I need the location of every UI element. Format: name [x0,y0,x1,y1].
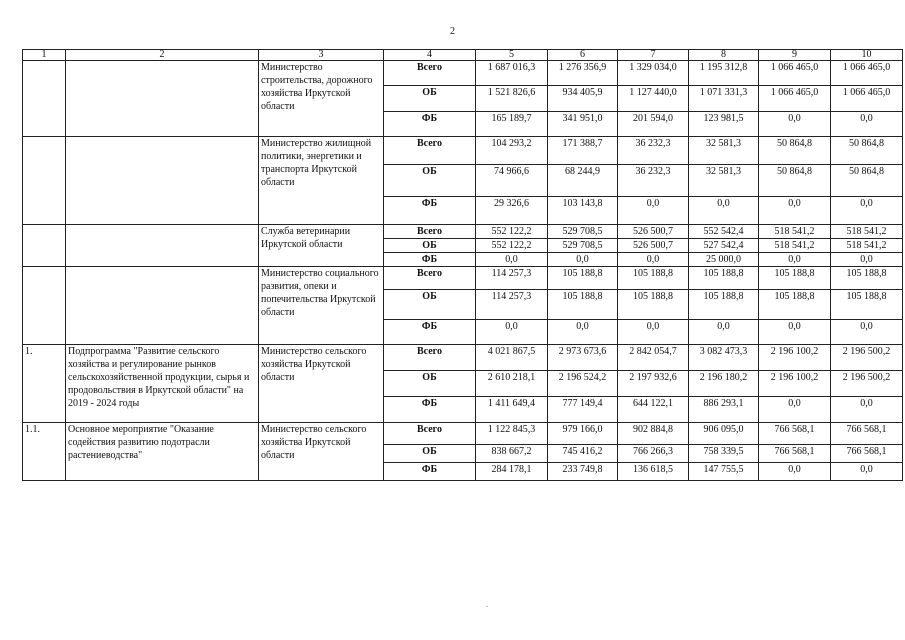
amount-cell: 1 066 465,0 [831,86,903,112]
amount-cell: 766 568,1 [759,423,831,445]
amount-cell: 0,0 [759,197,831,225]
funding-source-cell: ФБ [384,463,476,481]
program-name-cell [66,267,259,345]
amount-cell: 526 500,7 [618,239,689,253]
amount-cell: 1 066 465,0 [831,61,903,86]
executor-cell: Министерство сельского хозяйства Иркутской области [259,345,384,423]
amount-cell: 104 293,2 [476,137,548,165]
amount-cell: 105 188,8 [831,267,903,290]
amount-cell: 1 066 465,0 [759,86,831,112]
program-name-cell: Подпрограмма "Развитие сельского хозяйства и регулирование рынков сельскохозяйственной продукции, сырья и продовольствия в Иркутской области" на 2019 - 2024 годы [66,345,259,423]
amount-cell: 284 178,1 [476,463,548,481]
amount-cell: 2 196 500,2 [831,345,903,371]
amount-cell: 2 842 054,7 [618,345,689,371]
amount-cell: 50 864,8 [759,137,831,165]
amount-cell: 2 197 932,6 [618,371,689,397]
amount-cell: 4 021 867,5 [476,345,548,371]
amount-cell: 114 257,3 [476,267,548,290]
amount-cell: 0,0 [476,253,548,267]
amount-cell: 518 541,2 [759,239,831,253]
funding-source-cell: ОБ [384,371,476,397]
funding-source-cell: ОБ [384,290,476,320]
amount-cell: 766 568,1 [831,445,903,463]
amount-cell: 0,0 [618,253,689,267]
funding-source-cell: ОБ [384,239,476,253]
amount-cell: 136 618,5 [618,463,689,481]
column-number: 2 [66,50,259,61]
table-row [23,267,903,290]
amount-cell: 0,0 [548,253,618,267]
executor-cell: Министерство жилищной политики, энергетики и транспорта Иркутской области [259,137,384,225]
amount-cell: 105 188,8 [759,290,831,320]
amount-cell: 105 188,8 [759,267,831,290]
amount-cell: 527 542,4 [689,239,759,253]
amount-cell: 552 122,2 [476,225,548,239]
amount-cell: 0,0 [476,320,548,345]
amount-cell: 123 981,5 [689,112,759,137]
funding-source-cell: ОБ [384,165,476,197]
funding-source-cell: ФБ [384,397,476,423]
amount-cell: 934 405,9 [548,86,618,112]
executor-cell: Служба ветеринарии Иркутской области [259,225,384,267]
amount-cell: 29 326,6 [476,197,548,225]
amount-cell: 25 000,0 [689,253,759,267]
amount-cell: 103 143,8 [548,197,618,225]
amount-cell: 1 071 331,3 [689,86,759,112]
amount-cell: 1 122 845,3 [476,423,548,445]
amount-cell: 50 864,8 [831,137,903,165]
program-name-cell [66,61,259,137]
amount-cell: 529 708,5 [548,239,618,253]
funding-source-cell: ФБ [384,320,476,345]
amount-cell: 518 541,2 [831,239,903,253]
column-number-row [23,50,903,61]
amount-cell: 1 066 465,0 [759,61,831,86]
amount-cell: 3 082 473,3 [689,345,759,371]
funding-source-cell: Всего [384,423,476,445]
funding-source-cell: Всего [384,345,476,371]
amount-cell: 105 188,8 [548,267,618,290]
row-number-cell: 1. [23,345,66,423]
executor-cell: Министерство сельского хозяйства Иркутской области [259,423,384,481]
column-number: 8 [689,50,759,61]
amount-cell: 745 416,2 [548,445,618,463]
amount-cell: 105 188,8 [689,290,759,320]
table-row [23,423,903,445]
amount-cell: 0,0 [618,320,689,345]
funding-source-cell: ОБ [384,445,476,463]
amount-cell: 2 196 500,2 [831,371,903,397]
amount-cell: 1 127 440,0 [618,86,689,112]
column-number: 1 [23,50,66,61]
amount-cell: 32 581,3 [689,165,759,197]
funding-source-cell: Всего [384,137,476,165]
amount-cell: 838 667,2 [476,445,548,463]
amount-cell: 0,0 [831,463,903,481]
amount-cell: 0,0 [759,112,831,137]
column-number: 10 [831,50,903,61]
column-number: 3 [259,50,384,61]
amount-cell: 36 232,3 [618,137,689,165]
amount-cell: 0,0 [689,320,759,345]
amount-cell: 0,0 [759,253,831,267]
program-name-cell [66,225,259,267]
amount-cell: 526 500,7 [618,225,689,239]
amount-cell: 0,0 [548,320,618,345]
row-number-cell [23,61,66,137]
amount-cell: 886 293,1 [689,397,759,423]
amount-cell: 766 568,1 [831,423,903,445]
column-number: 6 [548,50,618,61]
amount-cell: 2 196 100,2 [759,345,831,371]
table-row [23,225,903,239]
amount-cell: 2 196 100,2 [759,371,831,397]
amount-cell: 147 755,5 [689,463,759,481]
page-number: 2 [450,26,455,37]
amount-cell: 105 188,8 [618,267,689,290]
amount-cell: 2 610 218,1 [476,371,548,397]
amount-cell: 233 749,8 [548,463,618,481]
amount-cell: 105 188,8 [618,290,689,320]
funding-source-cell: Всего [384,61,476,86]
amount-cell: 0,0 [831,112,903,137]
column-number: 4 [384,50,476,61]
amount-cell: 0,0 [831,197,903,225]
amount-cell: 979 166,0 [548,423,618,445]
amount-cell: 105 188,8 [689,267,759,290]
amount-cell: 165 189,7 [476,112,548,137]
amount-cell: 0,0 [759,397,831,423]
budget-table [22,49,903,481]
amount-cell: 758 339,5 [689,445,759,463]
column-number: 7 [618,50,689,61]
amount-cell: 552 122,2 [476,239,548,253]
funding-source-cell: Всего [384,267,476,290]
amount-cell: 777 149,4 [548,397,618,423]
amount-cell: 74 966,6 [476,165,548,197]
amount-cell: 105 188,8 [831,290,903,320]
amount-cell: 105 188,8 [548,290,618,320]
amount-cell: 1 195 312,8 [689,61,759,86]
program-name-cell [66,137,259,225]
footer-mark: . [486,600,488,609]
amount-cell: 68 244,9 [548,165,618,197]
amount-cell: 32 581,3 [689,137,759,165]
funding-source-cell: ФБ [384,197,476,225]
amount-cell: 0,0 [831,253,903,267]
row-number-cell [23,225,66,267]
row-number-cell [23,137,66,225]
amount-cell: 50 864,8 [831,165,903,197]
executor-cell: Министерство социального развития, опеки и попечительства Иркутской области [259,267,384,345]
row-number-cell [23,267,66,345]
amount-cell: 529 708,5 [548,225,618,239]
column-number: 5 [476,50,548,61]
amount-cell: 1 329 034,0 [618,61,689,86]
amount-cell: 644 122,1 [618,397,689,423]
amount-cell: 114 257,3 [476,290,548,320]
program-name-cell: Основное мероприятие "Оказание содействия развитию подотрасли растениеводства" [66,423,259,481]
row-number-cell: 1.1. [23,423,66,481]
amount-cell: 1 411 649,4 [476,397,548,423]
amount-cell: 2 196 524,2 [548,371,618,397]
amount-cell: 902 884,8 [618,423,689,445]
amount-cell: 906 095,0 [689,423,759,445]
amount-cell: 1 276 356,9 [548,61,618,86]
amount-cell: 0,0 [689,197,759,225]
amount-cell: 201 594,0 [618,112,689,137]
amount-cell: 518 541,2 [759,225,831,239]
amount-cell: 0,0 [618,197,689,225]
amount-cell: 766 568,1 [759,445,831,463]
amount-cell: 341 951,0 [548,112,618,137]
amount-cell: 1 687 016,3 [476,61,548,86]
table-row [23,345,903,371]
amount-cell: 0,0 [831,397,903,423]
amount-cell: 50 864,8 [759,165,831,197]
amount-cell: 0,0 [831,320,903,345]
amount-cell: 36 232,3 [618,165,689,197]
amount-cell: 171 388,7 [548,137,618,165]
amount-cell: 0,0 [759,463,831,481]
column-number: 9 [759,50,831,61]
funding-source-cell: ФБ [384,253,476,267]
amount-cell: 552 542,4 [689,225,759,239]
amount-cell: 766 266,3 [618,445,689,463]
funding-source-cell: ОБ [384,86,476,112]
funding-source-cell: ФБ [384,112,476,137]
amount-cell: 518 541,2 [831,225,903,239]
funding-source-cell: Всего [384,225,476,239]
amount-cell: 1 521 826,6 [476,86,548,112]
table-row [23,137,903,165]
table-body [23,50,903,481]
amount-cell: 2 973 673,6 [548,345,618,371]
amount-cell: 0,0 [759,320,831,345]
executor-cell: Министерство строительства, дорожного хозяйства Иркутской области [259,61,384,137]
table-row [23,61,903,86]
amount-cell: 2 196 180,2 [689,371,759,397]
